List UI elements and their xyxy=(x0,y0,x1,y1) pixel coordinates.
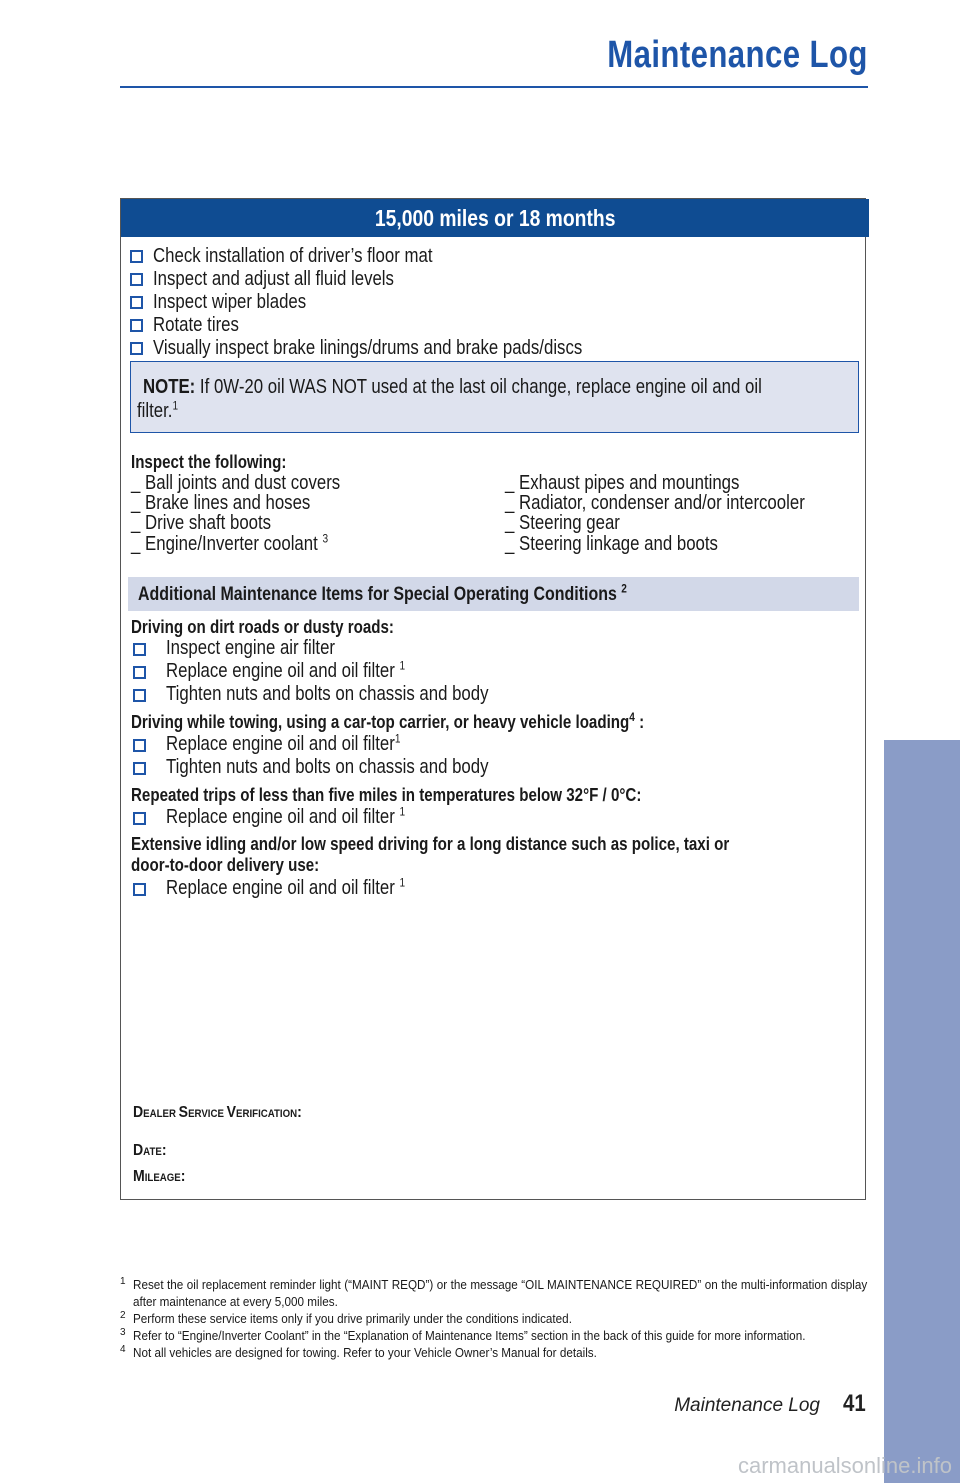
checkbox[interactable] xyxy=(133,666,146,679)
inspect-item: _ Radiator, condenser and/or intercooler xyxy=(505,492,805,514)
condition-item: Replace engine oil and oil filter $^1$ xyxy=(166,658,406,682)
checkbox[interactable] xyxy=(133,643,146,656)
condition-heading: Repeated trips of less than five miles in temperatures below 32°F / 0°C: xyxy=(131,785,642,805)
checklist-item: Visually inspect brake linings/drums and brake pads/discs xyxy=(153,337,583,359)
page-number: 41 xyxy=(843,1390,866,1417)
title-rule xyxy=(120,86,868,88)
inspect-item: _ Steering gear xyxy=(505,512,620,534)
note-text: If 0W-20 oil WAS NOT used at the last oil change, replace engine oil and oil xyxy=(199,376,762,398)
side-tab-label: MAINTENANCE xyxy=(10,1205,40,1409)
footnote-ref: 1 xyxy=(172,398,179,413)
footnotes xyxy=(120,1276,868,1361)
additional-items-title: Additional Maintenance Items for Special Operating Conditions $^2$ xyxy=(138,581,627,605)
checkbox[interactable] xyxy=(133,883,146,896)
checkbox[interactable] xyxy=(130,250,143,263)
checkbox[interactable] xyxy=(133,762,146,775)
inspect-item: _ Brake lines and hoses xyxy=(131,492,311,514)
footnote: 3 Refer to “Engine/Inverter Coolant” in the “Explanation of Maintenance Items” section in the back of this guide for more information. xyxy=(120,1327,806,1343)
date-label: DATE: xyxy=(133,1142,167,1159)
inspect-item: _ Engine/Inverter coolant $^3$ xyxy=(131,531,329,555)
checkbox[interactable] xyxy=(130,319,143,332)
maintenance-interval-box xyxy=(120,198,866,1200)
footnote: 2 Perform these service items only if you drive primarily under the conditions indicated. xyxy=(120,1310,572,1326)
condition-item: Tighten nuts and bolts on chassis and body xyxy=(166,683,489,705)
checklist-item: Inspect wiper blades xyxy=(153,291,307,313)
interval-header xyxy=(121,199,869,237)
checkbox[interactable] xyxy=(130,342,143,355)
checkbox[interactable] xyxy=(130,273,143,286)
interval-title: 15,000 miles or 18 months xyxy=(374,205,616,231)
page-title: Maintenance Log xyxy=(607,34,868,76)
footer-label: Maintenance Log xyxy=(674,1395,820,1416)
condition-heading: Extensive idling and/or low speed driving for a long distance such as police, taxi or xyxy=(131,834,730,854)
inspect-item: _ Ball joints and dust covers xyxy=(131,472,341,494)
condition-heading: Driving on dirt roads or dusty roads: xyxy=(131,617,394,637)
checklist-item: Rotate tires xyxy=(153,314,239,336)
inspect-item: _ Exhaust pipes and mountings xyxy=(505,472,740,494)
checkbox[interactable] xyxy=(133,812,146,825)
checkbox[interactable] xyxy=(133,689,146,702)
checkbox[interactable] xyxy=(130,296,143,309)
checkbox[interactable] xyxy=(133,739,146,752)
condition-item: Tighten nuts and bolts on chassis and body xyxy=(166,756,489,778)
condition-item: Replace engine oil and oil filter $^1$ xyxy=(166,804,406,828)
condition-item: Replace engine oil and oil filter$^1$ xyxy=(166,731,401,755)
condition-heading-cont: door-to-door delivery use: xyxy=(131,855,320,875)
inspect-item: _ Drive shaft boots xyxy=(131,512,272,534)
inspect-heading: Inspect the following: xyxy=(131,452,287,472)
footnote: 4 Not all vehicles are designed for towing. Refer to your Vehicle Owner’s Manual for details. xyxy=(120,1344,597,1360)
inspect-item: _ Steering linkage and boots xyxy=(505,533,718,555)
note-box xyxy=(130,361,859,433)
dealer-service-verification: DEALER SERVICE VERIFICATION: xyxy=(133,1104,302,1121)
footnote: 1 Reset the oil replacement reminder light (“MAINT REQD”) or the message “OIL MAINTENANCE REQUIRED” on the multi-information display after maintenance at every 5,000 miles. xyxy=(120,1276,868,1309)
condition-heading: Driving while towing, using a car-top carrier, or heavy vehicle loading$^4$ : xyxy=(131,710,645,732)
mileage-label: MILEAGE: xyxy=(133,1168,186,1185)
checklist-item: Inspect and adjust all fluid levels xyxy=(153,268,394,290)
note-text-cont: filter. xyxy=(137,400,173,422)
note-label: NOTE: xyxy=(143,376,196,398)
condition-item: Replace engine oil and oil filter $^1$ xyxy=(166,875,406,899)
side-tab xyxy=(884,740,960,1483)
condition-item: Inspect engine air filter xyxy=(166,637,336,659)
watermark: carmanualsonline.info xyxy=(737,1453,952,1478)
note-line xyxy=(137,400,178,423)
note-line xyxy=(143,376,762,399)
additional-items-band xyxy=(128,577,859,611)
checklist-item: Check installation of driver’s floor mat xyxy=(153,245,433,267)
